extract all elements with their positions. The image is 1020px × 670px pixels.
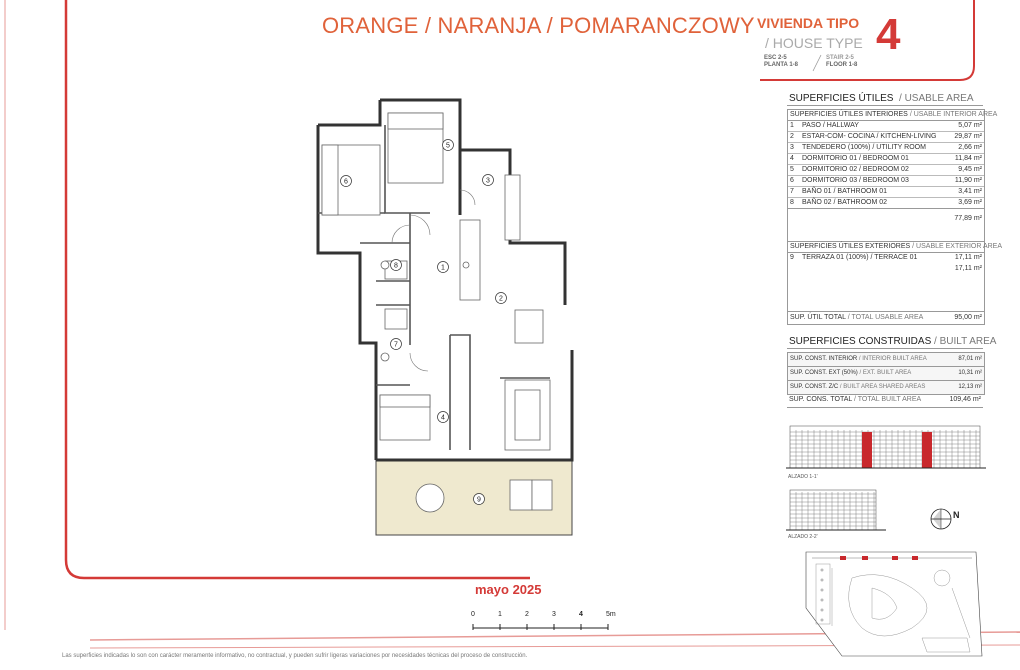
- interior-head-en: / USABLE INTERIOR AREA: [909, 111, 998, 118]
- room-marker-9: [474, 494, 485, 505]
- built-label-es: SUP. CONST. Z/C: [790, 384, 839, 390]
- built-rule: [787, 348, 983, 349]
- interior-rooms-table: [788, 121, 984, 208]
- room-row: [788, 121, 984, 132]
- scale-label: 1: [498, 611, 502, 618]
- room-marker-text: 4: [441, 414, 445, 422]
- vivienda-tipo-label: VIVIENDA TIPO: [757, 15, 860, 31]
- room-number: 2: [788, 132, 800, 143]
- room-number: 3: [788, 143, 800, 154]
- built-label-en: / BUILT AREA SHARED AREAS: [839, 384, 926, 390]
- north-arrow-icon: [928, 506, 954, 532]
- scale-label: 4: [579, 611, 583, 618]
- sofa-cushion: [515, 390, 540, 440]
- room-number: 7: [788, 187, 800, 198]
- exterior-head-es: SUPERFICIES ÚTILES EXTERIORES: [790, 243, 911, 250]
- room-area: 29,87 m²: [950, 132, 984, 143]
- built-label-es: SUP. CONST. EXT (50%): [790, 370, 858, 376]
- scale-label: 0: [471, 611, 475, 618]
- built-box: [787, 352, 985, 395]
- room-number: 1: [790, 122, 794, 129]
- exterior-head: [788, 241, 1003, 253]
- elevation-2-drawing: [786, 484, 886, 534]
- room-area: 9,45 m²: [950, 165, 984, 176]
- room-marker-text: 8: [394, 262, 398, 270]
- room-marker-8: [391, 260, 402, 271]
- scale-label: 2: [525, 611, 529, 618]
- room-marker-text: 6: [344, 178, 348, 186]
- built-label: [788, 353, 952, 367]
- elevation-1-unit-highlight-2: [922, 432, 932, 468]
- room-row: [788, 165, 984, 176]
- room-marker-1: [438, 262, 449, 273]
- usable-total-label: SUP. ÚTIL TOTAL: [790, 314, 846, 321]
- built-row: [788, 353, 984, 367]
- built-label-en: / EXT. BUILT AREA: [859, 370, 912, 376]
- terrace-table: [416, 484, 444, 512]
- usable-interior-box: [787, 109, 1003, 325]
- house-type-label: / HOUSE TYPE: [765, 35, 863, 51]
- room-area: 3,41 m²: [950, 187, 984, 198]
- built-heading-en: / BUILT AREA: [934, 336, 997, 347]
- room-area: 11,84 m²: [950, 154, 984, 165]
- site-plan-drawing: [792, 548, 987, 660]
- room-row: [788, 176, 984, 187]
- house-type-number: 4: [876, 10, 901, 59]
- interior-head: [788, 110, 998, 121]
- room-row: [788, 154, 984, 165]
- room-row: [788, 253, 984, 263]
- room-name: DORMITORIO 01 / BEDROOM 01: [800, 154, 950, 165]
- built-total-value: 109,46 m²: [949, 396, 981, 403]
- stair-label: [826, 55, 857, 69]
- footer-disclaimer: Las superficies indicadas lo son con carácter meramente informativo, no contractual, y pueden sufrir ligeras variaciones por necesidades técnicas del proceso de construcción.: [62, 653, 528, 659]
- floor-text: FLOOR 1-8: [826, 62, 858, 68]
- floor-plan-drawing: [300, 95, 590, 555]
- usable-heading-en: / USABLE AREA: [899, 93, 974, 104]
- room-number: 8: [788, 198, 800, 209]
- furniture: [322, 113, 552, 512]
- esc-label: [764, 55, 798, 69]
- room-area: 2,66 m²: [950, 143, 984, 154]
- built-value: 87,01 m²: [952, 353, 984, 367]
- kitchen-worktop: [505, 175, 520, 240]
- scale-label: 3: [552, 611, 556, 618]
- bed-pillow-02: [388, 113, 443, 129]
- exterior-total: 17,11 m²: [954, 265, 982, 272]
- room-number: 5: [788, 165, 800, 176]
- room-row: [788, 132, 984, 143]
- built-total-row: [787, 394, 983, 406]
- stair-text: STAIR 2-5: [826, 55, 854, 61]
- alzado-1-label: ALZADO 1-1': [788, 474, 818, 480]
- date-label: mayo 2025: [475, 582, 542, 597]
- built-table: [788, 353, 984, 394]
- room-name: BAÑO 02 / BATHROOM 02: [800, 198, 950, 209]
- elevation-1-unit-highlight: [862, 432, 872, 468]
- room-name: TERRAZA 01 (100%) / TERRACE 01: [802, 254, 918, 261]
- usable-total-row: [788, 311, 984, 324]
- built-label-es: SUP. CONST. INTERIOR: [790, 356, 858, 362]
- room-name: BAÑO 01 / BATHROOM 01: [800, 187, 950, 198]
- toilet-07: [381, 353, 389, 361]
- room-row: [788, 198, 984, 209]
- room-marker-3: [483, 175, 494, 186]
- room-row: [788, 187, 984, 198]
- built-label: [788, 367, 952, 381]
- esc-text: ESC 2-5: [764, 55, 787, 61]
- header-slash: [811, 54, 823, 72]
- dining-table: [515, 310, 543, 343]
- built-heading-es: SUPERFICIES CONSTRUIDAS: [789, 336, 932, 347]
- usable-rule: [787, 105, 983, 106]
- exterior-rooms-table: [788, 253, 984, 263]
- room-marker-text: 5: [446, 142, 450, 150]
- room-number: 9: [790, 254, 794, 261]
- elevation-1-drawing: [786, 418, 986, 473]
- built-total-label-en: / TOTAL BUILT AREA: [853, 396, 922, 403]
- built-heading: [789, 336, 996, 347]
- scale-bar: [470, 620, 620, 632]
- bed-pillow-03: [322, 145, 338, 215]
- scale-label: 5m: [606, 611, 616, 618]
- room-name: PASO / HALLWAY: [802, 122, 859, 129]
- bed-pillow-01: [380, 395, 430, 407]
- interior-head-es: SUPERFICIES ÚTILES INTERIORES: [790, 111, 908, 118]
- room-name: ESTAR-COM- COCINA / KITCHEN-LIVING: [800, 132, 950, 143]
- room-number: 6: [788, 176, 800, 187]
- interior-total: 77,89 m²: [788, 208, 984, 223]
- north-label: N: [953, 510, 960, 520]
- room-marker-text: 9: [477, 496, 481, 504]
- room-number: 4: [788, 154, 800, 165]
- room-marker-4: [438, 412, 449, 423]
- room-name: DORMITORIO 02 / BEDROOM 02: [800, 165, 950, 176]
- room-name: TENDEDERO (100%) / UTILITY ROOM: [800, 143, 950, 154]
- built-label-en: / INTERIOR BUILT AREA: [858, 356, 927, 362]
- exterior-head-en: / USABLE EXTERIOR AREA: [912, 243, 1003, 250]
- hob: [463, 262, 469, 268]
- usable-total-value: 95,00 m²: [954, 314, 982, 321]
- room-row: [788, 143, 984, 154]
- interior-spacer: [788, 223, 984, 241]
- terrace-lounger-2: [532, 480, 552, 510]
- room-area: 5,07 m²: [958, 122, 982, 129]
- page-title: ORANGE / NARANJA / POMARANCZOWY: [322, 13, 755, 38]
- room-marker-2: [496, 293, 507, 304]
- room-marker-5: [443, 140, 454, 151]
- room-marker-text: 2: [499, 295, 503, 303]
- built-total-rule: [787, 407, 983, 408]
- usable-heading-es: SUPERFICIES ÚTILES: [789, 93, 894, 104]
- terrace-lounger-1: [510, 480, 532, 510]
- room-area: 3,69 m²: [950, 198, 984, 209]
- built-value: 10,31 m²: [952, 367, 984, 381]
- exterior-spacer: [788, 274, 984, 311]
- room-area: 11,90 m²: [950, 176, 984, 187]
- usable-total-label-en: / TOTAL USABLE AREA: [847, 314, 924, 321]
- planta-text: PLANTA 1-8: [764, 62, 799, 68]
- room-marker-6: [341, 176, 352, 187]
- built-row: [788, 367, 984, 381]
- room-marker-text: 1: [441, 264, 445, 272]
- room-marker-text: 3: [486, 177, 490, 185]
- built-label: [788, 381, 952, 395]
- built-total-label: SUP. CONS. TOTAL: [789, 396, 853, 403]
- toilet-08: [381, 261, 389, 269]
- built-row: [788, 381, 984, 395]
- room-name: DORMITORIO 03 / BEDROOM 03: [800, 176, 950, 187]
- room-area: 17,11 m²: [954, 254, 982, 261]
- built-value: 12,13 m²: [952, 381, 984, 395]
- room-marker-7: [391, 339, 402, 350]
- alzado-2-label: ALZADO 2-2': [788, 534, 818, 540]
- room-marker-text: 7: [394, 341, 398, 349]
- usable-heading: [789, 93, 974, 104]
- kitchen-counter: [460, 220, 480, 300]
- bath-07-shower: [385, 309, 407, 329]
